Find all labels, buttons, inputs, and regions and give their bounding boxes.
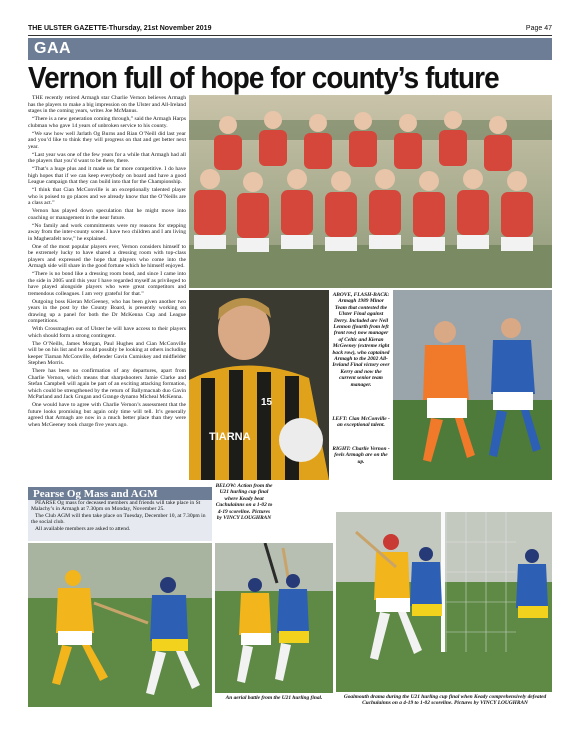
article-paragraph: “No family and work commitments were my reasons for stepping away from the inter-county scene. I have two children and I am living in Magherafelt now,” he explained. <box>28 222 186 242</box>
article-paragraph: “I think that Cian McConville is an exceptionally talented player who is poised to go places and we already know that the O’Neills are a class act.” <box>28 187 186 206</box>
team-caption: ABOVE, FLASH-BACK: Armagh 1989 Minor Team that contested the Ulster Final against Derry. Included are Neil Lennon (fourth from left front row) now manager of Celtic and Kieran McGeeney (extreme right back row), who captained Armagh to the 2002 All-Ireland Final victory over Kerry and now the current senior team manager. <box>332 292 390 388</box>
section-bar <box>28 38 552 60</box>
team-photo-image <box>189 95 552 288</box>
article-paragraph: “There is no bond like a dressing room bond, and since I came into the side in 2005 until this year I have regarded myself as privileged to have played alongside players who were great competitors and tremendous colleagues. I am very grateful for that.” <box>28 271 186 297</box>
article-paragraph: “We saw how well Jarlath Og Burns and Rian O’Neill did last year and you’d like to think they will progress on that and get better next year. <box>28 130 186 150</box>
article-paragraph: The O’Neills, James Morgan, Paul Hughes and Cian McConville will be on his list and he could possibly be looking at others including keeper Tiarnan McConville, defender Gavin Cumiskey and midfielder Stephen Morris. <box>28 340 186 366</box>
article-paragraph: “Last year was one of the few years for a while that Armagh had all the players that you’d want to be there, there. <box>28 151 186 164</box>
mass-paragraph: The Club AGM will then take place on Tuesday, December 10, at 7.30pm in the social club. <box>31 512 206 526</box>
article-paragraph: With Crossmaglen out of Ulster he will have access to their players which should form a strong contingent. <box>28 326 186 339</box>
left-caption: LEFT: Cian McConville - an exceptional talent. <box>332 416 390 429</box>
headline: Vernon full of hope for county’s future <box>28 60 499 95</box>
team-photo <box>189 95 552 288</box>
article-paragraph: One would have to agree with Charlie Vernon’s assessment that the future looks promising but again only time will tell. It’s generally agreed that Armagh are now in a much better place than they were when McGeeney took charge five years ago. <box>28 402 186 428</box>
article-paragraph: THE recently retired Armagh star Charlie Vernon believes Armagh has the players to make a big impression on the Ulster and All-Ireland stages in the coming years, writes Joe McManus. <box>28 95 186 114</box>
hurling-photo-goalmouth <box>336 512 552 692</box>
hurling-aerial-image <box>215 543 333 693</box>
aerial-caption: An aerial battle from the U21 hurling final. <box>225 695 323 701</box>
mass-paragraph: All available members are asked to attend. <box>35 525 131 532</box>
hurling-goalmouth-image <box>336 512 552 692</box>
vernon-image <box>393 290 552 480</box>
article-paragraph: “There is a new generation coming through,” said the Armagh Harps clubman who gave 14 years of unbroken service to his county. <box>28 116 186 129</box>
hurling-left-image <box>28 543 212 707</box>
mass-paragraph: PEARSE Og mass for deceased members and friends will take place in St Malachy’s in Armagh at 7.30pm on Monday, November 25. <box>31 500 201 513</box>
article-paragraph: There has been no confirmation of any departures, apart from Charlie Vernon, which means that sharpshooters Jamie Clarke and Stefan Campbell will again be part of an exciting attacking formation, which could be strengthened by the return of Ballymacnab duo Gavin McParland and Jack Grugan and Grange dynamo Micheal McKenna. <box>28 368 186 400</box>
mass-box-title: Pearse Og Mass and AGM <box>33 488 158 500</box>
below-caption: BELOW: Action from the U21 hurling cup final where Keady beat Cuchulainns on a 1-02 to 4-19 scoreline. Pictures by VINCY LOUGHRAN <box>215 483 273 522</box>
mcconville-photo <box>189 290 329 480</box>
right-caption: RIGHT: Charlie Vernon - feels Armagh are on the up. <box>332 446 390 465</box>
masthead-title: THE ULSTER GAZETTE-Thursday, 21st November 2019 <box>28 25 212 32</box>
goalmouth-caption: Goalmouth drama during the U21 hurling cup final when Keady comprehensively defeated Cuchulainns on a 4-19 to 1-02 scoreline. Pictures by VINCY LOUGHRAN <box>343 694 547 707</box>
vernon-photo <box>393 290 552 480</box>
mcconville-image <box>189 290 329 480</box>
article-paragraph: “That’s a huge plus and it made us far more competitive. I do have high hopes that if we can keep everybody on board and have a good League campaign that they can build into that for the Championship. <box>28 166 186 185</box>
page-number: Page 47 <box>525 25 552 32</box>
jersey-sponsor-text: TIARNA <box>209 431 251 443</box>
mass-box-header <box>28 487 212 500</box>
hurling-photo-left <box>28 543 212 707</box>
jersey-number: 15 <box>261 397 273 408</box>
article-paragraph: Vernon has played down speculation that he might move into coaching or management in the near future. <box>28 208 186 221</box>
article-paragraph: Outgoing boss Kieran McGeeney, who has been given another two years in the post by the County Board, is presently working on drawing up a panel for both the Dr McKenna Cup and League competitions. <box>28 298 186 324</box>
article-paragraph: One of the most popular players ever, Vernon considers himself to be extremely lucky to have shared a dressing room with top-class players and expressed the hope that players who come into the Armagh side will share in the good fortune which he himself enjoyed. <box>28 243 186 269</box>
mass-box <box>28 500 212 541</box>
section-label: GAA <box>34 40 72 57</box>
article-column-1 <box>28 95 186 487</box>
hurling-photo-aerial <box>215 543 333 693</box>
masthead <box>28 24 552 36</box>
